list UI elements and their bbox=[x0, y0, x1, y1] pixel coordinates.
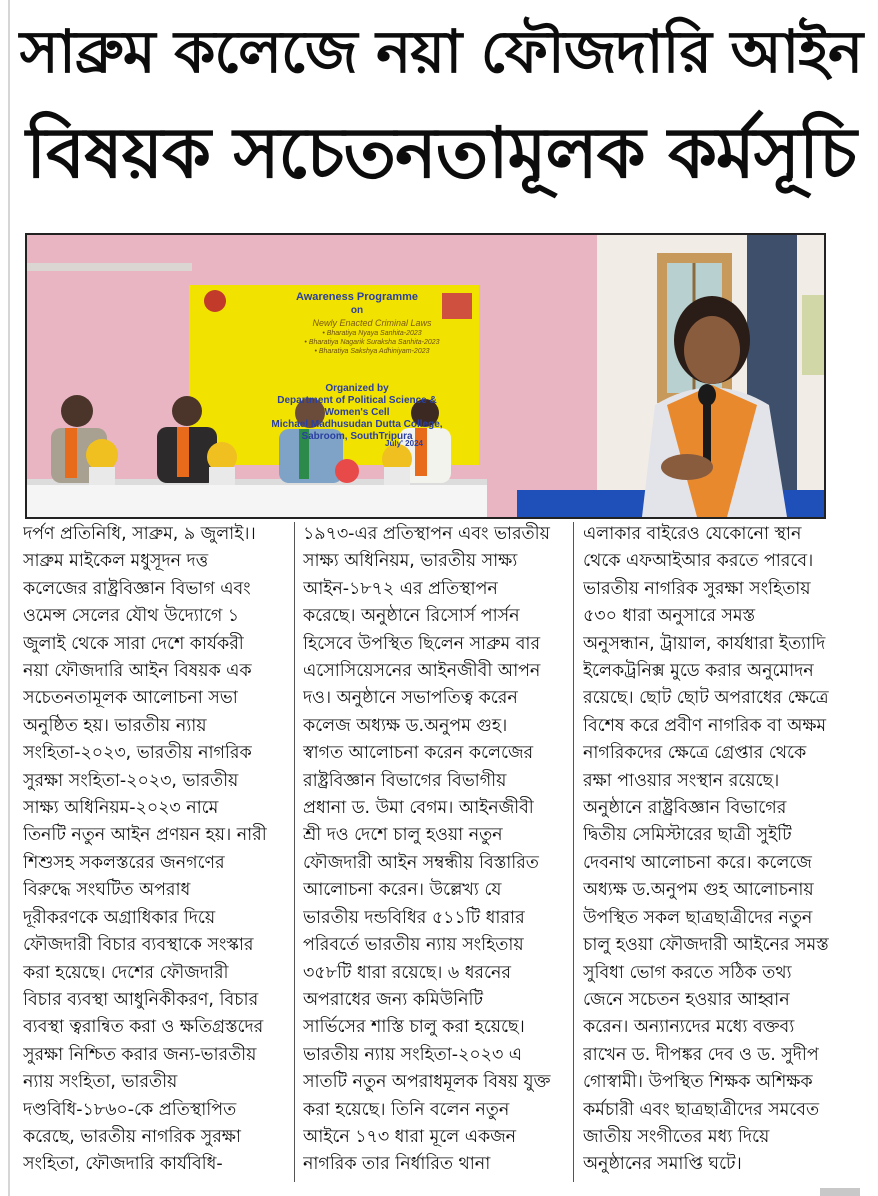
article-line: কলেজ অধ্যক্ষ ড.অনুপম গুহ। bbox=[303, 715, 508, 736]
headline-line-2: বিষয়ক সচেতনতামূলক কর্মসূচি bbox=[26, 112, 856, 194]
article-line: সাক্ষ্য অধিনিয়ম, ভারতীয় সাক্ষ্য bbox=[303, 551, 518, 572]
banner-department: Department of Political Science & bbox=[277, 395, 437, 406]
article-line: ভারতীয় নাগরিক সুরক্ষা সংহিতায় bbox=[583, 578, 811, 599]
article-line: করেন। অন্যান্যদের মধ্যে বক্তব্য bbox=[583, 1017, 795, 1038]
banner-place: Sabroom, SouthTripura bbox=[301, 431, 413, 442]
article-line: করেছে, ভারতীয় নাগরিক সুরক্ষা bbox=[23, 1126, 241, 1147]
article-line: জাতীয় সংগীতের মধ্য দিয়ে bbox=[583, 1126, 770, 1147]
article-line: ভারতীয় ন্যায় সংহিতা-২০২৩ এ bbox=[303, 1044, 523, 1065]
headline-line-1: সাব্রুম কলেজে নয়া ফৌজদারি আইন bbox=[19, 17, 863, 86]
banner-date: July' 2024 bbox=[385, 439, 423, 448]
article-line: সুরক্ষা নিশ্চিত করার জন্য-ভারতীয় bbox=[23, 1044, 257, 1065]
column-divider bbox=[294, 522, 295, 1182]
article-line: দও। অনুষ্ঠানে সভাপতিত্ব করেন bbox=[303, 688, 518, 709]
column-divider bbox=[573, 522, 574, 1182]
article-line: থেকে এফআইআর করতে পারবে। bbox=[583, 551, 814, 572]
article-line: অপরাধের জন্য কমিউনিটি bbox=[303, 989, 483, 1010]
article-line: দণ্ডবিধি-১৮৬০-কে প্রতিস্থাপিত bbox=[23, 1099, 237, 1120]
article-line: ফৌজদারী আইন সম্বন্ধীয় বিস্তারিত bbox=[303, 852, 539, 873]
article-column-3 bbox=[583, 521, 851, 1179]
article-line: করেছে। অনুষ্ঠানে রিসোর্স পার্সন bbox=[303, 606, 520, 627]
article-line: সংহিতা-২০২৩, ভারতীয় নাগরিক bbox=[23, 743, 252, 764]
article-line: ইলেকট্রনিক্স মুডে করার অনুমোদন bbox=[583, 661, 814, 682]
article-line: পরিবর্তে ভারতীয় ন্যায় সংহিতায় bbox=[303, 935, 524, 956]
banner-organized-by: Organized by bbox=[325, 383, 389, 394]
article-line: সাব্রুম মাইকেল মধুসূদন দত্ত bbox=[23, 551, 209, 572]
article-line: স্বাগত আলোচনা করেন কলেজের bbox=[303, 743, 534, 764]
article-line: এলাকার বাইরেও যেকোনো স্থান bbox=[583, 524, 802, 544]
article-line: নাগরিকদের ক্ষেত্রে গ্রেপ্তার থেকে bbox=[583, 743, 807, 764]
article-line: সুবিধা ভোগ করতে সঠিক তথ্য bbox=[583, 962, 792, 983]
article-line: ওমেন্স সেলের যৌথ উদ্যোগে ১ bbox=[23, 606, 240, 627]
article-line: কলেজের রাষ্ট্রবিজ্ঞান বিভাগ এবং bbox=[23, 578, 251, 599]
banner-law-item: • Bharatiya Nagarik Suraksha Sanhita-2023 bbox=[304, 338, 440, 346]
article-line: নাগরিক তার নির্ধারিত থানা bbox=[303, 1154, 491, 1175]
article-line: ১৯৭৩-এর প্রতিস্থাপন এবং ভারতীয় bbox=[303, 524, 550, 544]
banner-law-item: • Bharatiya Sakshya Adhiniyam-2023 bbox=[314, 347, 430, 355]
article-line: ভারতীয় দন্ডবিধির ৫১১টি ধারার bbox=[303, 907, 525, 928]
article-line: সার্ভিসের শাস্তি চালু করা হয়েছে। bbox=[303, 1017, 525, 1038]
article-line: সাতটি নতুন অপরাধমূলক বিষয় যুক্ত bbox=[303, 1072, 551, 1093]
article-line: অনুসন্ধান, ট্রায়াল, কার্যধারা ইত্যাদি bbox=[583, 633, 826, 654]
article-line: অনুষ্ঠিত হয়। ভারতীয় ন্যায় bbox=[23, 715, 207, 736]
article-line: ৩৫৮টি ধারা রয়েছে। ৬ ধরনের bbox=[303, 962, 511, 983]
article-line: রয়েছে। ছোট ছোট অপরাধের ক্ষেত্রে bbox=[583, 688, 829, 709]
article-line: গোস্বামী। উপস্থিত শিক্ষক অশিক্ষক bbox=[583, 1072, 813, 1093]
article-line: বিচার ব্যবস্থা আধুনিকীকরণ, বিচার bbox=[23, 989, 259, 1010]
banner-cell: Women's Cell bbox=[324, 407, 390, 418]
article-line: নয়া ফৌজদারি আইন বিষয়ক এক bbox=[23, 661, 252, 682]
article-line: আইনে ১৭৩ ধারা মূলে একজন bbox=[303, 1126, 517, 1147]
article-line: অধ্যক্ষ ড.অনুপম গুহ আলোচনায় bbox=[583, 880, 814, 901]
banner-on: on bbox=[350, 305, 364, 316]
article-line: উপস্থিত সকল ছাত্রছাত্রীদের নতুন bbox=[583, 907, 813, 928]
article-line: তিনটি নতুন আইন প্রণয়ন হয়। নারী bbox=[23, 825, 267, 846]
article-line: করা হয়েছে। তিনি বলেন নতুন bbox=[303, 1099, 510, 1120]
article-line: চালু হওয়া ফৌজদারী আইনের সমস্ত bbox=[583, 935, 829, 956]
article-line: জুলাই থেকে সারা দেশে কার্যকরী bbox=[23, 633, 244, 654]
event-photo bbox=[25, 233, 826, 519]
article-line: দূরীকরণকে অগ্রাধিকার দিয়ে bbox=[23, 907, 216, 928]
article-line: ব্যবস্থা ত্বরান্বিত করা ও ক্ষতিগ্রস্তদের bbox=[23, 1017, 264, 1038]
article-line: সুরক্ষা সংহিতা-২০২৩, ভারতীয় bbox=[23, 770, 239, 791]
banner-law-list bbox=[272, 330, 472, 356]
article-line: রাষ্ট্রবিজ্ঞান বিভাগের বিভাগীয় bbox=[303, 770, 507, 791]
article-line: বিরুদ্ধে সংঘটিত অপরাধ bbox=[23, 880, 191, 901]
article-line: অনুষ্ঠানের সমাপ্তি ঘটে। bbox=[583, 1154, 742, 1175]
article-column-1 bbox=[23, 521, 291, 1179]
article-line: অনুষ্ঠানে রাষ্ট্রবিজ্ঞান বিভাগের bbox=[583, 798, 787, 819]
article-line: প্রধানা ড. উমা বেগম। আইনজীবী bbox=[303, 798, 534, 819]
article-line: কর্মচারী এবং ছাত্রছাত্রীদের সমবেত bbox=[583, 1099, 820, 1120]
scan-corner-mark bbox=[820, 1188, 860, 1196]
article-line: রাখেন ড. দীপঙ্কর দেব ও ড. সুদীপ bbox=[583, 1044, 819, 1065]
article-line: সচেতনতামূলক আলোচনা সভা bbox=[23, 688, 238, 709]
article-line: শ্রী দও দেশে চালু হওয়া নতুন bbox=[303, 825, 503, 846]
banner-college: Michael Madhusudan Dutta College, bbox=[271, 419, 443, 430]
article-line: হিসেবে উপস্থিত ছিলেন সাব্রুম বার bbox=[303, 633, 541, 654]
article-line: দ্বিতীয় সেমিস্টারের ছাত্রী সুইটি bbox=[583, 825, 792, 846]
article-line: রক্ষা পাওয়ার সংস্থান রয়েছে। bbox=[583, 770, 780, 791]
banner-title: Awareness Programme bbox=[295, 291, 419, 303]
article-line: করা হয়েছে। দেশের ফৌজদারী bbox=[23, 962, 229, 983]
article-line: দর্পণ প্রতিনিধি, সাব্রুম, ৯ জুলাই।। bbox=[23, 524, 256, 544]
article-line: আইন-১৮৭২ এর প্রতিস্থাপন bbox=[303, 578, 498, 599]
article-line: দেবনাথ আলোচনা করে। কলেজে bbox=[583, 852, 812, 873]
article-line: আলোচনা করেন। উল্লেখ্য যে bbox=[303, 880, 502, 901]
article-line: সংহিতা, ফৌজদারি কার্যবিধি- bbox=[23, 1154, 223, 1175]
banner-law-item: • Bharatiya Nyaya Sanhita-2023 bbox=[322, 330, 422, 337]
article-column-2 bbox=[303, 521, 571, 1179]
page-edge-rule bbox=[8, 0, 10, 1196]
banner-subtitle: Newly Enacted Criminal Laws bbox=[312, 318, 432, 328]
article-line: ন্যায় সংহিতা, ভারতীয় bbox=[23, 1072, 178, 1093]
banner-organizer bbox=[214, 383, 500, 443]
article-line: ফৌজদারী বিচার ব্যবস্থাকে সংস্কার bbox=[23, 935, 254, 956]
article-line: সাক্ষ্য অধিনিয়ম-২০২৩ নামে bbox=[23, 798, 219, 819]
article-line: বিশেষ করে প্রবীণ নাগরিক বা অক্ষম bbox=[583, 715, 827, 736]
article-line: জেনে সচেতন হওয়ার আহ্বান bbox=[583, 989, 790, 1010]
awareness-banner bbox=[214, 287, 500, 463]
article-line: এসোসিয়েসনের আইনজীবী আপন bbox=[303, 661, 541, 682]
article-line: ৫৩০ ধারা অনুসারে সমস্ত bbox=[583, 606, 756, 627]
article-line: শিশুসহ সকলস্তরের জনগণের bbox=[23, 852, 225, 873]
